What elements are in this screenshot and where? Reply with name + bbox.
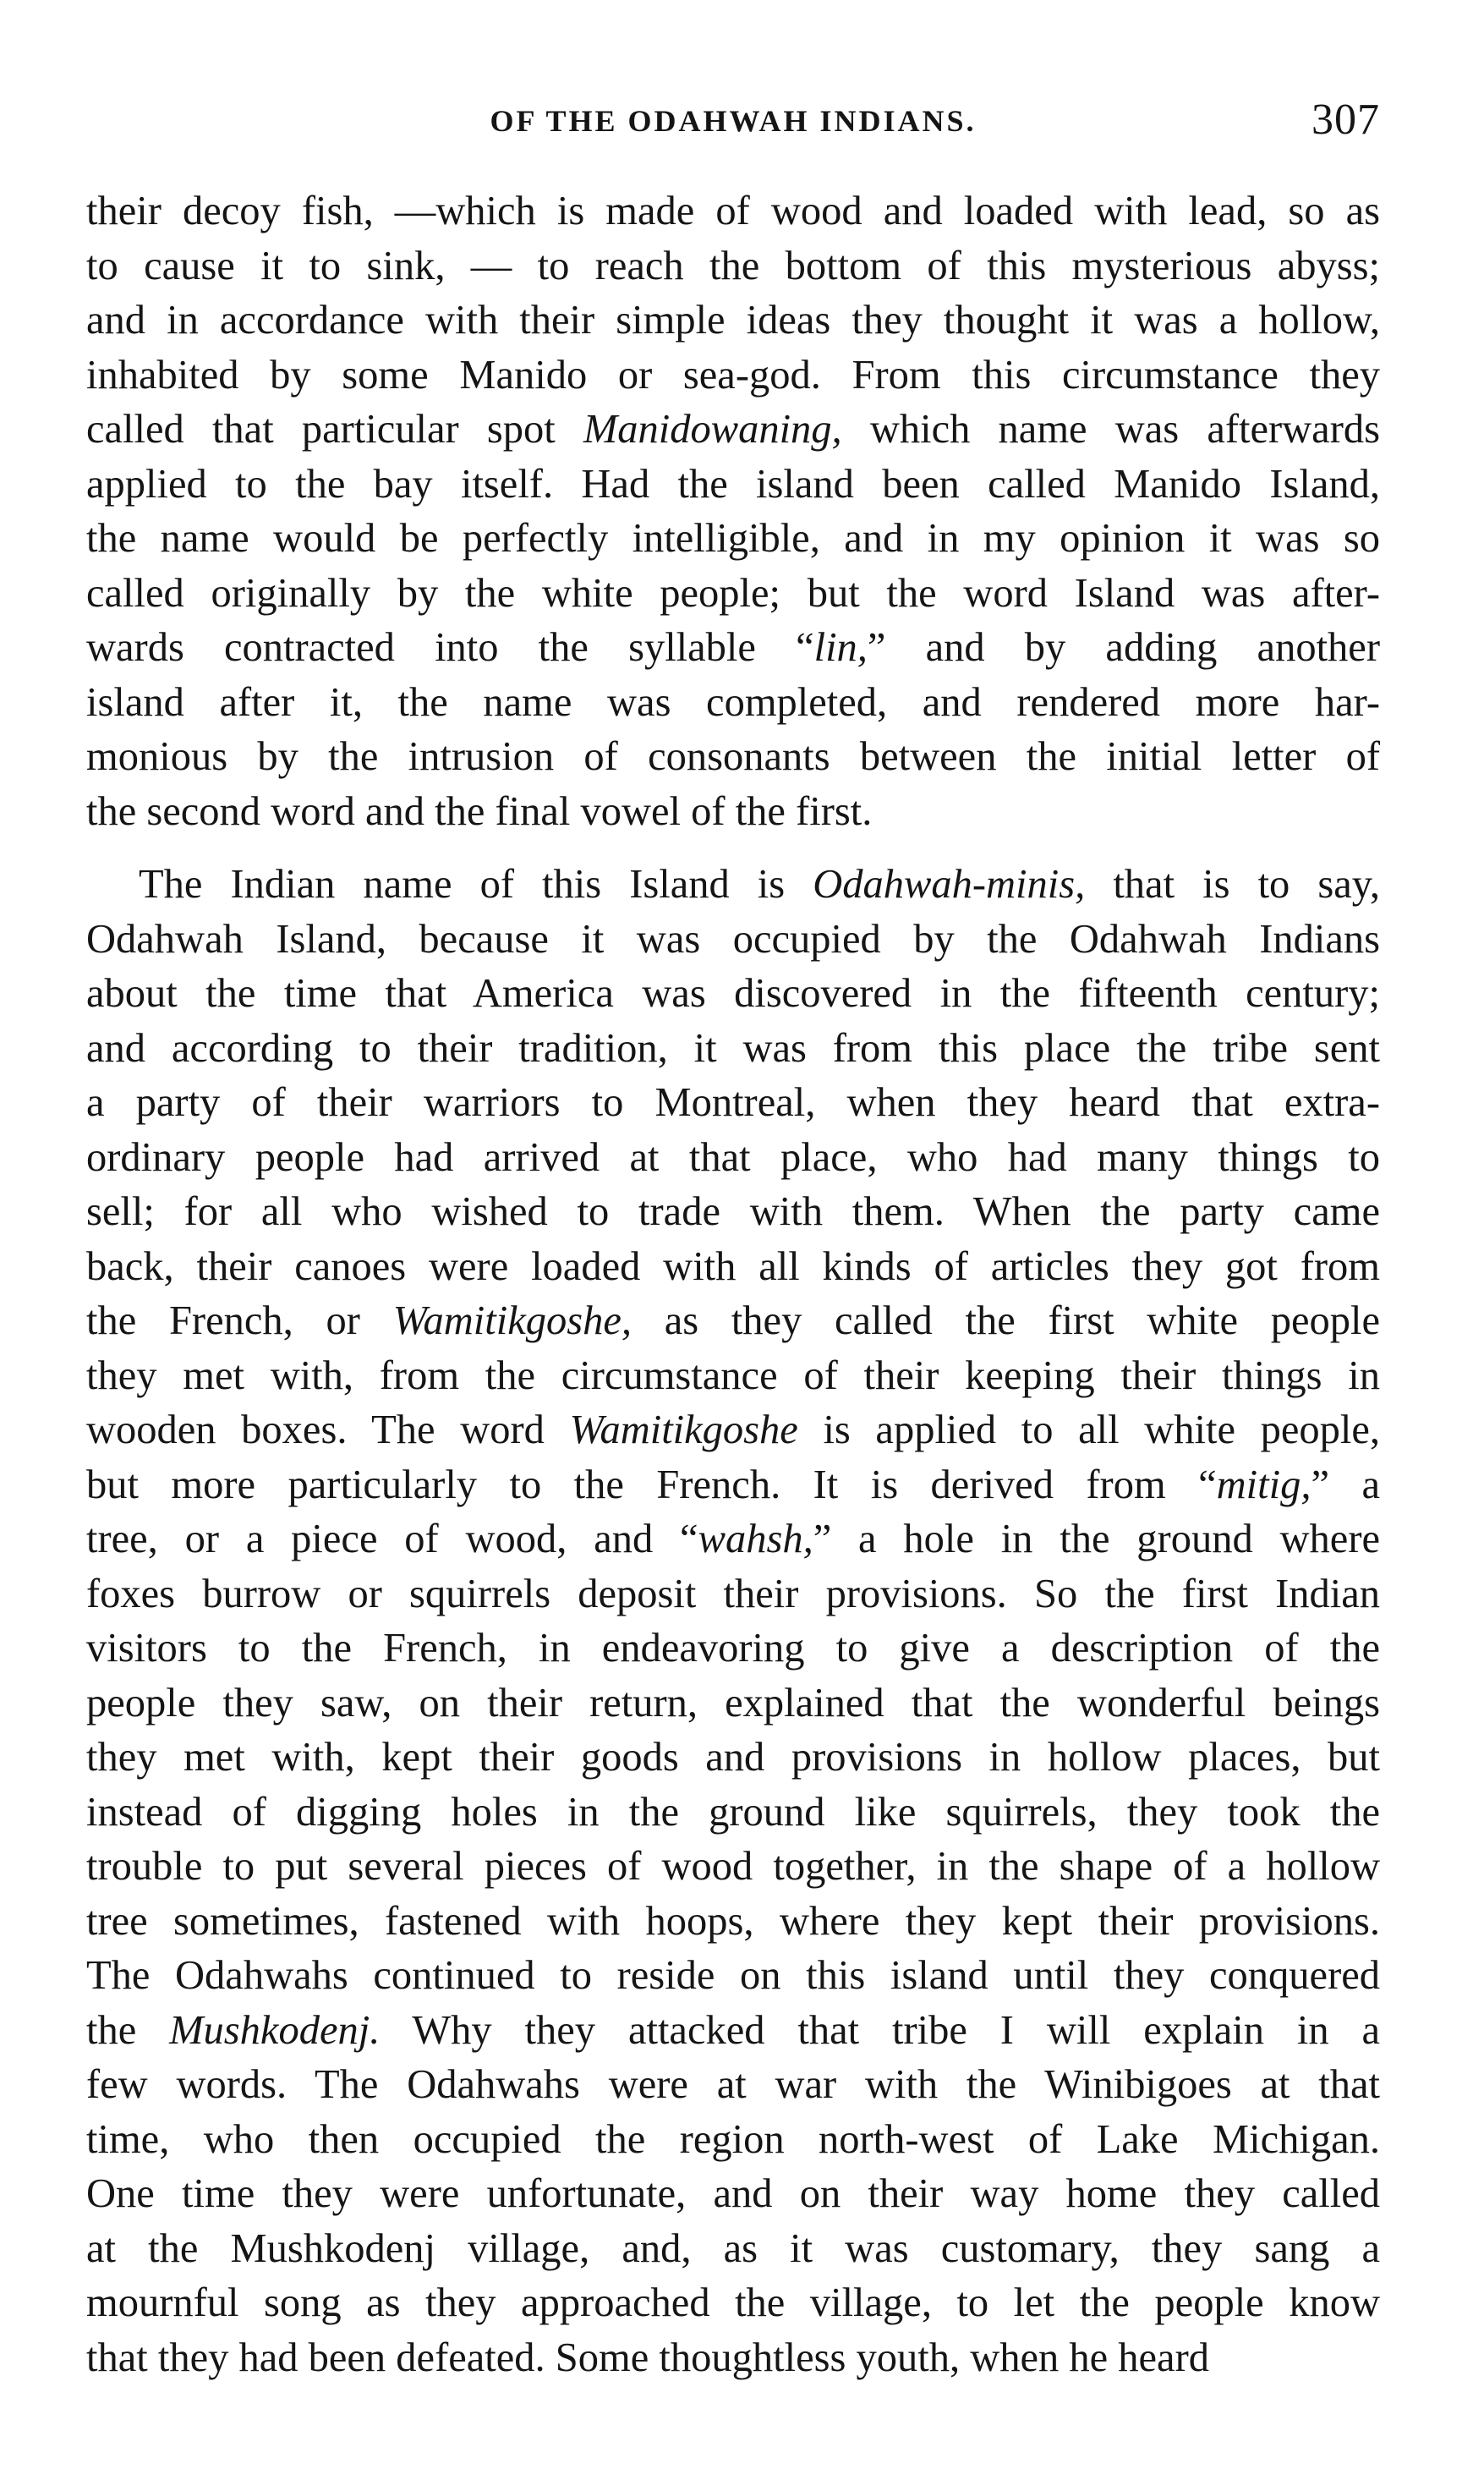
text-line [86,1567,1380,1622]
text-run: the second word and the final vowel of the first. [86,788,873,834]
text-run: One time they were unfortunate, and on their way home they called [86,2171,1380,2216]
text-run: monious by the intrusion of consonants between the initial letter of [86,734,1380,779]
text-line [86,1240,1380,1295]
text-run: inhabited by some Manido or sea-god. From this circumstance they [86,352,1380,398]
text-run: is applied to all white people, [797,1407,1380,1452]
italic-term: Odahwah-minis, [813,862,1086,907]
text-line [86,1022,1380,1077]
text-run: wooden boxes. The word [86,1407,570,1452]
text-line [86,2004,1380,2059]
text-line [86,1185,1380,1240]
text-run: visitors to the French, in endeavoring to give a description of the [86,1626,1380,1671]
italic-term: Mushkodenj. [169,2007,381,2053]
text-run: people they saw, on their return, explained that the wonderful beings [86,1680,1380,1726]
text-line [86,1512,1380,1567]
text-run: time, who then occupied the region north-west of Lake Michigan. [86,2116,1380,2162]
text-run: ” and by adding another [867,625,1380,670]
text-run: that is to say, [1085,862,1380,907]
text-line [86,2276,1380,2331]
text-line [86,1294,1380,1349]
text-run: ” a hole in the ground where [813,1517,1380,1561]
text-run: tree, or a piece of wood, and “ [86,1517,698,1561]
text-line [86,2058,1380,2113]
text-line [86,1949,1380,2004]
text-run: as they called the first white people [632,1298,1380,1343]
text-line [86,2331,1380,2386]
text-run: island after it, the name was completed, and rendered more har- [86,679,1380,725]
text-line [86,785,1380,840]
text-line [86,2113,1380,2168]
text-run: The Indian name of this Island is [139,862,813,907]
text-line [86,1895,1380,1950]
text-run: instead of digging holes in the ground like squirrels, they took the [86,1789,1380,1835]
text-line [86,1731,1380,1786]
text-run: the [86,2007,170,2053]
italic-term: Wamitikgoshe [569,1407,798,1452]
text-run: and according to their tradition, it was from this place the tribe sent [86,1025,1380,1071]
text-line [86,567,1380,622]
text-line [86,621,1380,676]
text-line [86,512,1380,567]
text-run: applied to the bay itself. Had the island been called Manido Island, [86,461,1380,507]
text-line [86,403,1380,458]
body-text [86,184,1380,2385]
text-line [86,184,1380,239]
text-line [86,1076,1380,1131]
text-line [86,1840,1380,1895]
page-number: 307 [1312,96,1380,144]
text-line [86,1349,1380,1404]
text-run: but more particularly to the French. It is derived from “ [86,1462,1217,1507]
text-run: ordinary people had arrived at that place, who had many things to [86,1134,1380,1180]
text-run: they met with, from the circumstance of their keeping their things in [86,1352,1380,1398]
text-run: the name would be perfectly intelligible, and in my opinion it was so [86,516,1380,561]
text-line [86,1403,1380,1458]
text-run: The Odahwahs continued to reside on this island until they conquered [86,1953,1380,1998]
italic-term: wahsh, [698,1517,813,1561]
text-line [86,458,1380,513]
text-line [86,1786,1380,1841]
text-run: Odahwah Island, because it was occupied by the Odahwah Indians [86,916,1380,962]
text-line [86,730,1380,785]
paragraph [86,184,1380,839]
text-line [86,348,1380,403]
text-run: which name was afterwards [841,407,1380,452]
text-line [86,1131,1380,1186]
text-line [86,858,1380,913]
text-line [86,239,1380,294]
text-run: trouble to put several pieces of wood together, in the shape of a hollow [86,1844,1380,1889]
italic-term: lin, [813,625,868,670]
text-run: to cause it to sink, — to reach the bottom of this mysterious abyss; [86,243,1380,288]
text-run: a party of their warriors to Montreal, when they heard that extra- [86,1080,1380,1125]
running-head [86,95,1380,154]
text-run: wards contracted into the syllable “ [86,625,814,670]
text-line [86,1458,1380,1513]
text-run: ” a [1311,1462,1380,1507]
text-line [86,2167,1380,2222]
text-run: Why they attacked that tribe I will explain in a [380,2007,1380,2053]
text-run: called originally by the white people; but the word Island was after- [86,570,1380,616]
text-line [86,967,1380,1022]
running-title: OF THE ODAHWAH INDIANS. [490,104,977,138]
text-run: mournful song as they approached the village, to let the people know [86,2280,1380,2325]
italic-term: mitig, [1216,1462,1312,1507]
text-line [86,294,1380,348]
italic-term: Wamitikgoshe, [392,1298,632,1343]
text-run: tree sometimes, fastened with hoops, where they kept their provisions. [86,1898,1380,1944]
text-run: foxes burrow or squirrels deposit their provisions. So the first Indian [86,1571,1380,1616]
text-run: back, their canoes were loaded with all kinds of articles they got from [86,1243,1380,1289]
text-run: at the Mushkodenj village, and, as it was customary, they sang a [86,2225,1380,2271]
text-line [86,2222,1380,2277]
text-run: they met with, kept their goods and provisions in hollow places, but [86,1735,1380,1780]
text-run: sell; for all who wished to trade with them. When the party came [86,1189,1380,1234]
text-run: about the time that America was discovered in the fifteenth century; [86,971,1380,1016]
paragraph-gap [86,839,1380,858]
text-run: that they had been defeated. Some thoughtless youth, when he heard [86,2335,1209,2380]
paragraph [86,858,1380,2385]
text-line [86,1621,1380,1676]
text-line [86,913,1380,968]
text-run: and in accordance with their simple ideas they thought it was a hollow, [86,298,1380,343]
text-run: called that particular spot [86,407,583,452]
text-line [86,676,1380,731]
text-line [86,1676,1380,1731]
text-run: few words. The Odahwahs were at war with the Winibigoes at that [86,2062,1380,2107]
text-run: their decoy fish, —which is made of wood and loaded with lead, so as [86,189,1380,233]
text-run: the French, or [86,1298,393,1343]
italic-term: Manidowaning, [583,407,842,452]
